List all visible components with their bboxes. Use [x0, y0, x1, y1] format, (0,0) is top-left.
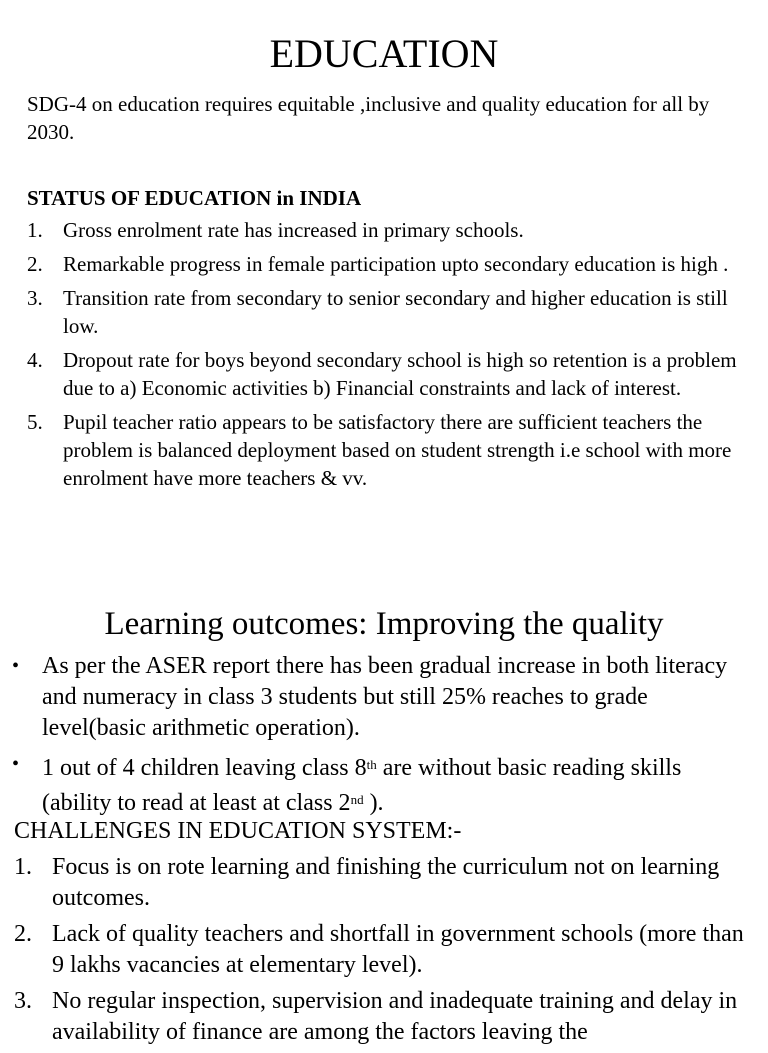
status-list: [27, 216, 757, 498]
list-text: Remarkable progress in female participation upto secondary education is high .: [63, 252, 729, 276]
page-title: EDUCATION: [269, 31, 499, 76]
bullet-text-part2: are without basic reading skills (ability to read at least at class 2: [42, 755, 682, 816]
learning-list: [12, 651, 752, 824]
list-number: 5.: [27, 410, 43, 434]
bullet-text-part1: 1 out of 4 children leaving class 8: [42, 755, 367, 781]
list-text: Pupil teacher ratio appears to be satisfactory there are sufficient teachers the problem is balanced deployment based on student strength i.e school with more enrolment have more teachers & vv.: [63, 410, 732, 490]
bullet-item: [12, 749, 752, 819]
list-item: [27, 216, 757, 244]
list-item: [27, 250, 757, 278]
list-item: [14, 919, 754, 981]
list-text: No regular inspection, supervision and inadequate training and delay in availability of finance are among the factors leaving the: [52, 988, 738, 1045]
list-text: Dropout rate for boys beyond secondary school is high so retention is a problem due to a) Economic activities b) Financial constraints and lack of interest.: [63, 348, 737, 400]
list-number: 3.: [27, 286, 43, 310]
list-number: 2.: [27, 252, 43, 276]
list-number: 4.: [27, 348, 43, 372]
bullet-icon: •: [12, 753, 20, 775]
list-item: [14, 986, 754, 1048]
list-item: [27, 346, 757, 402]
list-item: [14, 852, 754, 914]
bullet-text-part3: ).: [363, 790, 384, 816]
superscript: th: [366, 757, 377, 772]
learning-heading: Learning outcomes: Improving the quality: [104, 606, 664, 642]
list-number: 3.: [14, 988, 32, 1014]
list-text: Transition rate from secondary to senior secondary and higher education is still low.: [63, 286, 728, 338]
bullet-icon: •: [12, 655, 20, 677]
list-number: 1.: [14, 854, 32, 880]
intro-paragraph: SDG-4 on education requires equitable ,inclusive and quality education for all by 2030.: [27, 92, 710, 144]
list-number: 1.: [27, 218, 43, 242]
list-number: 2.: [14, 921, 32, 947]
list-text: Gross enrolment rate has increased in primary schools.: [63, 218, 524, 242]
status-heading: STATUS OF EDUCATION in INDIA: [27, 186, 362, 210]
list-item: [27, 284, 757, 340]
list-text: Lack of quality teachers and shortfall in government schools (more than 9 lakhs vacancies at elementary level).: [52, 921, 744, 978]
challenges-heading: CHALLENGES IN EDUCATION SYSTEM:-: [14, 818, 462, 844]
challenges-list: [14, 852, 754, 1053]
bullet-item: [12, 651, 752, 744]
list-item: [27, 408, 757, 492]
list-text: Focus is on rote learning and finishing the curriculum not on learning outcomes.: [52, 854, 720, 911]
superscript: nd: [350, 792, 364, 807]
bullet-text: As per the ASER report there has been gradual increase in both literacy and numeracy in class 3 students but still 25% reaches to grade level(basic arithmetic operation).: [42, 653, 728, 741]
